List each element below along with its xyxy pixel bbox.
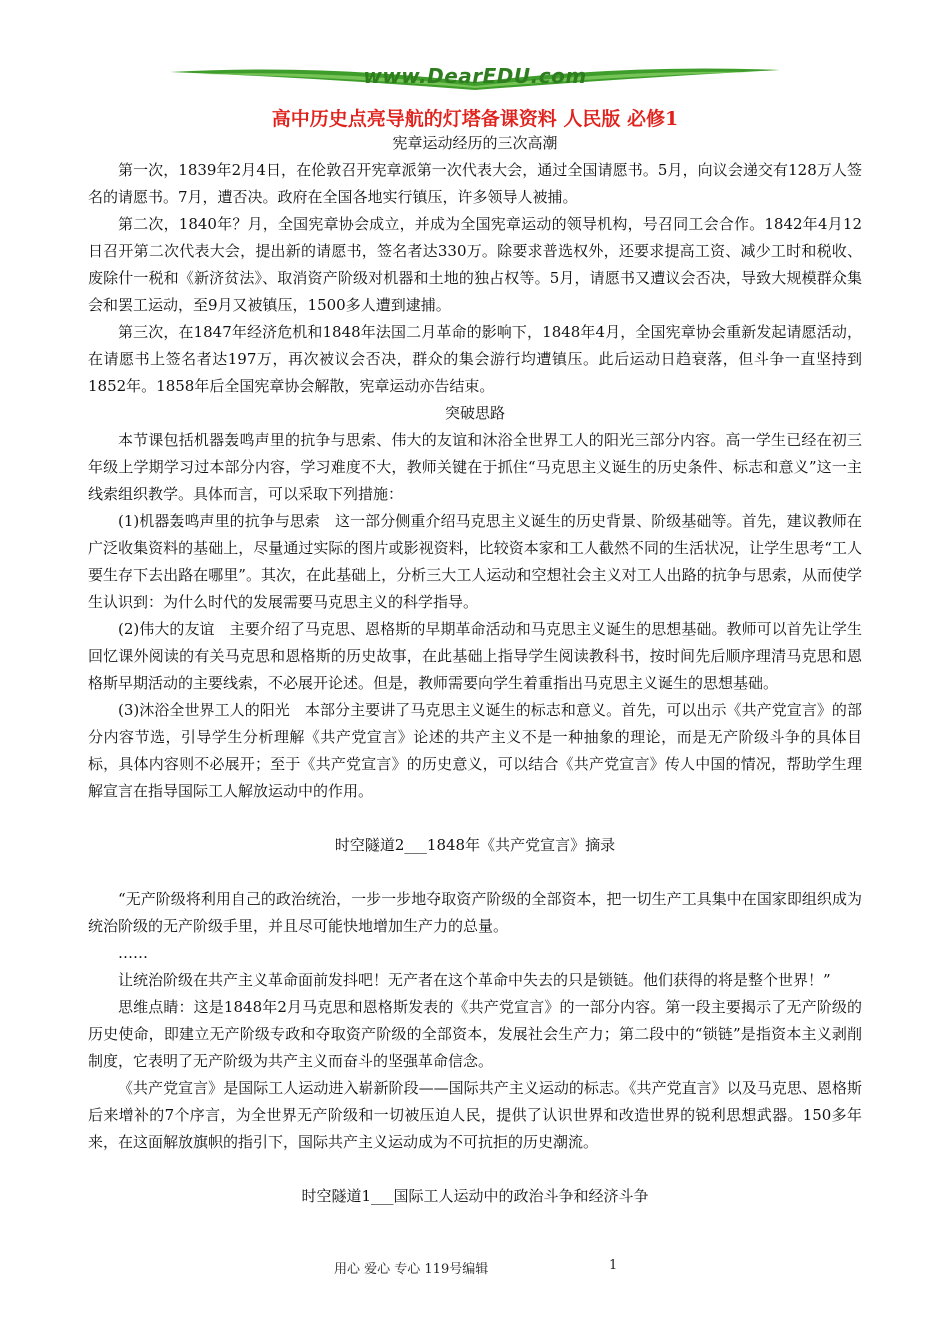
paragraph: 《共产党宣言》是国际工人运动进入崭新阶段——国际共产主义运动的标志。《共产党直言》以及马克思、恩格斯后来增补的7个序言，为全世界无产阶级和一切被压迫人民，提供了认识世界和改造世界的锐利思想武器。150多年来，在这面解放旗帜的指引下，国际共产主义运动成为不可抗拒的历史潮流。 bbox=[88, 1079, 862, 1151]
paragraph: (1)机器轰鸣声里的抗争与思索 这一部分侧重介绍马克思主义诞生的历史背景、阶级基础等。首先，建议教师在广泛收集资料的基础上，尽量通过实际的图片或影视资料，比较资本家和工人截然不同的生活状况，让学生思考“工人要生存下去出路在哪里”。其次，在此基础上，分析三大工人运动和空想社会主义对工人出路的抗争与思索，从而使学生认识到：为什么时代的发展需要马克思主义的科学指导。 bbox=[88, 512, 862, 611]
document-title: 高中历史点亮导航的灯塔备课资料 人民版 必修1 bbox=[271, 108, 679, 130]
page-number: 1 bbox=[609, 1258, 618, 1273]
paragraph: 思维点睛：这是1848年2月马克思和恩格斯发表的《共产党宣言》的一部分内容。第一段主要揭示了无产阶级的历史使命，即建立无产阶级专政和夺取资产阶级的全部资本，发展社会生产力；第二段中的“锁链”是指资本主义剥削制度，它表明了无产阶级为共产主义而奋斗的坚强革命信念。 bbox=[88, 998, 862, 1070]
footer-text: 用心 爱心 专心 119号编辑 bbox=[334, 1262, 489, 1277]
quote-paragraph: 让统治阶级在共产主义革命面前发抖吧！无产者在这个革命中失去的只是锁链。他们获得的将是整个世界！” bbox=[118, 971, 831, 989]
section-heading: 时空隧道2___1848年《共产党宣言》摘录 bbox=[334, 836, 616, 854]
site-banner bbox=[170, 60, 780, 96]
paragraph: 第一次，1839年2月4日，在伦敦召开宪章派第一次代表大会，通过全国请愿书。5月，向议会递交有128万人签名的请愿书。7月，遭否决。政府在全国各地实行镇压，许多领导人被捕。 bbox=[88, 161, 862, 206]
paragraph: (3)沐浴全世界工人的阳光 本部分主要讲了马克思主义诞生的标志和意义。首先，可以出示《共产党宣言》的部分内容节选，引导学生分析理解《共产党宣言》论述的共产主义不是一种抽象的理论，而是无产阶级斗争的具体目标，具体内容则不必展开；至于《共产党宣言》的历史意义，可以结合《共产党宣言》传人中国的情况，帮助学生理解宣言在指导国际工人解放运动中的作用。 bbox=[88, 701, 862, 800]
section-heading: 宪章运动经历的三次高潮 bbox=[392, 134, 558, 152]
paragraph: (2)伟大的友谊 主要介绍了马克思、恩格斯的早期革命活动和马克思主义诞生的思想基础。教师可以首先让学生回忆课外阅读的有关马克思和恩格斯的历史故事，在此基础上指导学生阅读教科书，按时间先后顺序理清马克思和恩格斯早期活动的主要线索，不必展开论述。但是，教师需要向学生着重指出马克思主义诞生的思想基础。 bbox=[88, 620, 862, 692]
ellipsis-line: …… bbox=[118, 944, 148, 962]
site-url[interactable]: www.DearEDU.com bbox=[363, 64, 587, 88]
section-heading: 时空隧道1___国际工人运动中的政治斗争和经济斗争 bbox=[301, 1187, 649, 1205]
quote-paragraph: “无产阶级将利用自己的政治统治，一步一步地夺取资产阶级的全部资本，把一切生产工具集中在国家即组织成为统治阶级的无产阶级手里，并且尽可能快地增加生产力的总量。 bbox=[88, 890, 862, 935]
spacer bbox=[88, 859, 862, 886]
spacer bbox=[88, 805, 862, 832]
paragraph: 第二次，1840年？月，全国宪章协会成立，并成为全国宪章运动的领导机构，号召同工会合作。1842年4月12日召开第二次代表大会，提出新的请愿书，签名者达330万。除要求普选权外，还要求提高工资、减少工时和税收、废除什一税和《新济贫法》、取消资产阶级对机器和土地的独占权等。5月，请愿书又遭议会否决，导致大规模群众集会和罢工运动，至9月又被镇压，1500多人遭到逮捕。 bbox=[88, 215, 862, 314]
document-body bbox=[88, 130, 862, 1210]
spacer bbox=[88, 1156, 862, 1183]
paragraph: 第三次，在1847年经济危机和1848年法国二月革命的影响下，1848年4月，全国宪章协会重新发起请愿活动，在请愿书上签名者达197万，再次被议会否决，群众的集会游行均遭镇压。此后运动日趋衰落，但斗争一直坚持到1852年。1858年后全国宪章协会解散，宪章运动亦告结束。 bbox=[88, 323, 862, 395]
section-heading: 突破思路 bbox=[444, 404, 505, 422]
paragraph: 本节课包括机器轰鸣声里的抗争与思索、伟大的友谊和沐浴全世界工人的阳光三部分内容。高一学生已经在初三年级上学期学习过本部分内容，学习难度不大，教师关键在于抓住“马克思主义诞生的历史条件、标志和意义”这一主线索组织教学。具体而言，可以采取下列措施： bbox=[88, 431, 862, 503]
